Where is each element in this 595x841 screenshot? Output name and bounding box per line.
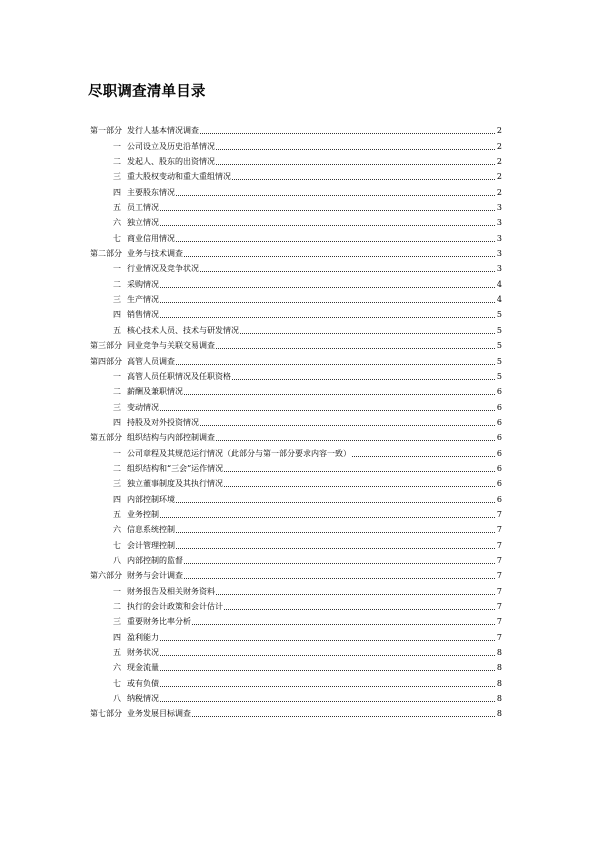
toc-entry-number: 第二部分: [90, 249, 122, 259]
toc-dot-leader: [224, 471, 495, 472]
toc-section-entry[interactable]: [90, 274, 502, 289]
toc-entry-label: 核心技术人员、技术与研发情况: [127, 325, 239, 335]
toc-section-entry[interactable]: [90, 213, 502, 228]
toc-entry-number: 七: [113, 540, 121, 550]
toc-section-entry[interactable]: [90, 259, 502, 274]
toc-dot-leader: [184, 578, 495, 579]
toc-section-entry[interactable]: [90, 382, 502, 397]
toc-dot-leader: [160, 640, 495, 641]
toc-entry-number: 第四部分: [90, 356, 122, 366]
toc-entry-number: 三: [113, 479, 121, 489]
toc-entry-number: 一: [113, 448, 121, 458]
toc-section-entry[interactable]: [90, 152, 502, 167]
toc-section-entry[interactable]: [90, 489, 502, 504]
toc-section-entry[interactable]: [90, 182, 502, 197]
toc-entry-number: 三: [113, 172, 121, 182]
toc-dot-leader: [216, 164, 495, 165]
toc-entry-label: 现金流量: [127, 663, 159, 673]
toc-section-entry[interactable]: [90, 689, 502, 704]
toc-section-entry[interactable]: [90, 643, 502, 658]
toc-entry-label: 组织结构与内部控制调查: [127, 433, 215, 443]
toc-entry-label: 业务控制: [127, 509, 159, 519]
toc-entry-number: 三: [113, 402, 121, 412]
toc-entry-number: 四: [113, 187, 121, 197]
toc-page-number: 7: [496, 586, 502, 596]
toc-dot-leader: [240, 333, 495, 334]
toc-section-entry[interactable]: [90, 520, 502, 535]
toc-dot-leader: [200, 133, 495, 134]
toc-entry-number: 二: [113, 387, 121, 397]
toc-page-number: 7: [496, 555, 502, 565]
toc-page-number: 6: [496, 433, 502, 443]
toc-page-number: 4: [496, 279, 502, 289]
page-title: 尽职调查清单目录: [88, 84, 206, 100]
toc-entry-number: 二: [113, 602, 121, 611]
toc-entry-label: 纳税情况: [127, 694, 159, 704]
toc-dot-leader: [224, 486, 495, 487]
toc-dot-leader: [232, 379, 495, 380]
toc-entry-number: 五: [113, 509, 121, 519]
toc-section-entry[interactable]: [90, 459, 502, 474]
toc-dot-leader: [160, 655, 495, 656]
toc-entry-number: 一: [113, 141, 121, 151]
toc-section-entry[interactable]: [90, 136, 502, 151]
toc-dot-leader: [160, 517, 495, 518]
toc-part-entry[interactable]: [90, 704, 502, 719]
toc-entry-number: 第一部分: [90, 126, 122, 136]
toc-entry-label: 重要财务比率分析: [127, 617, 191, 627]
toc-section-entry[interactable]: [90, 397, 502, 412]
toc-entry-number: 四: [113, 417, 121, 427]
toc-page-number: 8: [496, 663, 502, 673]
toc-entry-label: 发起人、股东的出资情况: [127, 157, 215, 167]
toc-entry-label: 公司章程及其规范运行情况（此部分与第一部分要求内容一致）: [127, 448, 351, 458]
toc-section-entry[interactable]: [90, 612, 502, 627]
toc-entry-number: 三: [113, 295, 121, 305]
toc-entry-label: 信息系统控制: [127, 525, 175, 535]
toc-part-entry[interactable]: [90, 336, 502, 351]
toc-entry-label: 发行人基本情况调查: [127, 126, 199, 136]
toc-entry-label: 财务状况: [127, 648, 159, 658]
toc-dot-leader: [200, 425, 495, 426]
toc-entry-label: 财务与会计调查: [127, 571, 183, 581]
toc-page-number: 6: [496, 387, 502, 397]
toc-dot-leader: [192, 624, 495, 625]
toc-section-entry[interactable]: [90, 290, 502, 305]
toc-entry-label: 变动情况: [127, 402, 159, 412]
toc-section-entry[interactable]: [90, 443, 502, 458]
toc-page-number: 2: [496, 187, 502, 197]
toc-page-number: 7: [496, 509, 502, 519]
toc-page-number: 6: [496, 417, 502, 427]
toc-entry-label: 员工情况: [127, 203, 159, 213]
toc-dot-leader: [232, 179, 495, 180]
toc-page-number: 8: [496, 694, 502, 704]
toc-entry-label: 销售情况: [127, 310, 159, 320]
toc-entry-label: 执行的会计政策和会计估计: [127, 602, 223, 611]
toc-dot-leader: [160, 701, 495, 702]
toc-page-number: 3: [496, 264, 502, 274]
toc-dot-leader: [160, 686, 495, 687]
toc-dot-leader: [192, 716, 495, 717]
toc-entry-number: 四: [113, 310, 121, 320]
toc-page-number: 5: [496, 356, 502, 366]
toc-part-entry[interactable]: [90, 244, 502, 259]
toc-entry-label: 业务与技术调查: [127, 249, 183, 259]
toc-entry-number: 二: [113, 157, 121, 167]
toc-entry-label: 商业信用情况: [127, 233, 175, 243]
toc-page-number: 2: [496, 157, 502, 167]
toc-page-number: 2: [496, 141, 502, 151]
toc-dot-leader: [160, 287, 495, 288]
toc-dot-leader: [176, 364, 495, 365]
toc-dot-leader: [200, 271, 495, 272]
toc-dot-leader: [216, 440, 495, 441]
toc-entry-label: 内部控制的监督: [127, 555, 183, 565]
toc-entry-number: 一: [113, 264, 121, 274]
toc-entry-number: 一: [113, 586, 121, 596]
toc-entry-label: 公司设立及历史沿革情况: [127, 141, 215, 151]
toc-entry-number: 六: [113, 218, 121, 228]
toc-dot-leader: [216, 149, 495, 150]
toc-section-entry[interactable]: [90, 367, 502, 382]
toc-page-number: 2: [496, 172, 502, 182]
toc-entry-number: 五: [113, 325, 121, 335]
toc-page-number: 8: [496, 678, 502, 688]
toc-entry-label: 财务报告及相关财务资料: [127, 586, 215, 596]
toc-page-number: 7: [496, 617, 502, 627]
toc-entry-label: 持股及对外投资情况: [127, 417, 199, 427]
toc-entry-label: 行业情况及竞争状况: [127, 264, 199, 274]
toc-entry-number: 七: [113, 678, 121, 688]
toc-page-number: 3: [496, 249, 502, 259]
toc-dot-leader: [160, 670, 495, 671]
toc-page-number: 7: [496, 632, 502, 642]
toc-entry-number: 二: [113, 279, 121, 289]
toc-entry-number: 六: [113, 663, 121, 673]
toc-section-entry[interactable]: [90, 167, 502, 182]
toc-entry-label: 独立董事制度及其执行情况: [127, 479, 223, 489]
toc-entry-number: 第六部分: [90, 571, 122, 581]
toc-entry-number: 第三部分: [90, 341, 122, 351]
toc-entry-label: 高管人员任职情况及任职资格: [127, 371, 231, 381]
toc-entry-label: 独立情况: [127, 218, 159, 228]
toc-entry-number: 八: [113, 694, 121, 704]
toc-entry-label: 或有负债: [127, 678, 159, 688]
toc-dot-leader: [176, 195, 495, 196]
toc-section-entry[interactable]: [90, 413, 502, 428]
toc-dot-leader: [224, 609, 495, 610]
toc-dot-leader: [184, 563, 495, 564]
toc-entry-number: 一: [113, 371, 121, 381]
toc-page-number: 8: [496, 648, 502, 658]
toc-part-entry[interactable]: [90, 121, 502, 136]
toc-page-number: 7: [496, 602, 502, 611]
toc-entry-label: 主要股东情况: [127, 187, 175, 197]
toc-dot-leader: [184, 256, 495, 257]
table-of-contents: [90, 121, 502, 719]
toc-page-number: 6: [496, 479, 502, 489]
toc-page-number: 7: [496, 525, 502, 535]
toc-page-number: 5: [496, 341, 502, 351]
toc-entry-label: 盈利能力: [127, 632, 159, 642]
toc-entry-label: 业务发展目标调查: [127, 709, 191, 719]
toc-entry-label: 重大股权变动和重大重组情况: [127, 172, 231, 182]
toc-entry-number: 六: [113, 525, 121, 535]
toc-entry-label: 同业竞争与关联交易调查: [127, 341, 215, 351]
toc-page-number: 7: [496, 540, 502, 550]
toc-section-entry[interactable]: [90, 597, 502, 612]
toc-entry-number: 第七部分: [90, 709, 122, 719]
toc-dot-leader: [216, 348, 495, 349]
toc-page-number: 5: [496, 325, 502, 335]
toc-entry-label: 薪酬及兼职情况: [127, 387, 183, 397]
toc-page-number: 5: [496, 310, 502, 320]
toc-part-entry[interactable]: [90, 351, 502, 366]
toc-entry-label: 高管人员调查: [127, 356, 175, 366]
toc-section-entry[interactable]: [90, 535, 502, 550]
toc-page-number: 2: [496, 126, 502, 136]
toc-part-entry[interactable]: [90, 428, 502, 443]
toc-dot-leader: [352, 456, 495, 457]
toc-entry-number: 二: [113, 463, 121, 473]
toc-section-entry[interactable]: [90, 505, 502, 520]
toc-dot-leader: [176, 548, 495, 549]
toc-section-entry[interactable]: [90, 581, 502, 596]
toc-section-entry[interactable]: [90, 198, 502, 213]
toc-dot-leader: [184, 394, 495, 395]
toc-dot-leader: [160, 410, 495, 411]
toc-section-entry[interactable]: [90, 474, 502, 489]
toc-entry-number: 五: [113, 203, 121, 213]
toc-entry-label: 内部控制环境: [127, 494, 175, 504]
toc-dot-leader: [160, 210, 495, 211]
toc-page-number: 5: [496, 371, 502, 381]
toc-entry-number: 八: [113, 555, 121, 565]
toc-entry-label: 组织结构和“三会”运作情况: [127, 463, 224, 473]
toc-entry-number: 四: [113, 494, 121, 504]
toc-section-entry[interactable]: [90, 228, 502, 243]
toc-entry-label: 采购情况: [127, 279, 159, 289]
toc-page-number: 6: [496, 448, 502, 458]
toc-entry-number: 五: [113, 648, 121, 658]
toc-section-entry[interactable]: [90, 551, 502, 566]
toc-section-entry[interactable]: [90, 305, 502, 320]
toc-page-number: 6: [496, 402, 502, 412]
toc-part-entry[interactable]: [90, 566, 502, 581]
toc-page-number: 7: [496, 571, 502, 581]
toc-section-entry[interactable]: [90, 627, 502, 642]
toc-section-entry[interactable]: [90, 320, 502, 335]
toc-dot-leader: [176, 532, 495, 533]
toc-entry-label: 生产情况: [127, 295, 159, 305]
toc-dot-leader: [176, 502, 495, 503]
toc-dot-leader: [176, 241, 495, 242]
toc-entry-number: 三: [113, 617, 121, 627]
toc-entry-number: 七: [113, 233, 121, 243]
toc-dot-leader: [160, 225, 495, 226]
toc-page-number: 3: [496, 203, 502, 213]
toc-page-number: 3: [496, 218, 502, 228]
toc-page-number: 8: [496, 709, 502, 719]
toc-section-entry[interactable]: [90, 673, 502, 688]
toc-entry-label: 会计管理控制: [127, 540, 175, 550]
toc-page-number: 6: [496, 494, 502, 504]
toc-dot-leader: [160, 317, 495, 318]
toc-entry-number: 第五部分: [90, 433, 122, 443]
toc-dot-leader: [216, 594, 495, 595]
toc-section-entry[interactable]: [90, 658, 502, 673]
toc-page-number: 4: [496, 295, 502, 305]
toc-dot-leader: [160, 302, 495, 303]
toc-page-number: 6: [496, 463, 502, 473]
toc-page-number: 3: [496, 233, 502, 243]
toc-entry-number: 四: [113, 632, 121, 642]
